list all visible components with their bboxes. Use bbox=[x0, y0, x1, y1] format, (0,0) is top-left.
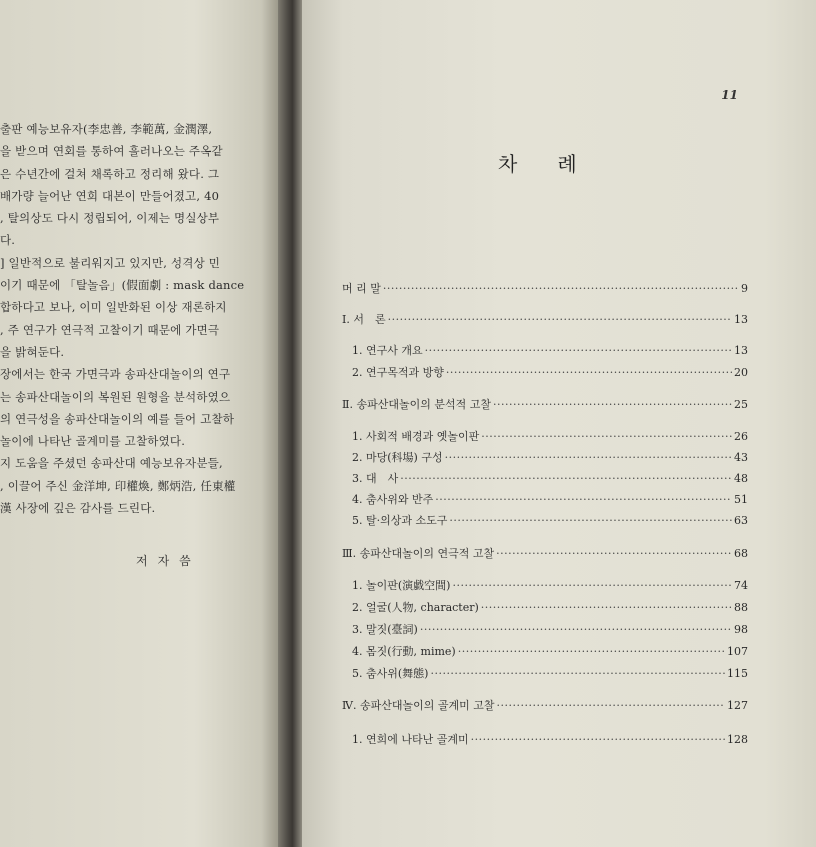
toc-leader-dots bbox=[452, 579, 732, 592]
toc-title: 차례 bbox=[498, 152, 617, 176]
preface-line: 을 밝혀둔다. bbox=[0, 344, 65, 359]
preface-line: 을 받으며 연회를 통하여 흘러나오는 주옥같 bbox=[0, 144, 223, 159]
toc-leader-dots bbox=[458, 645, 725, 658]
preface-line: 놀이에 나타난 골계미를 고찰하였다. bbox=[0, 434, 186, 449]
toc-item bbox=[352, 470, 748, 486]
toc-entry-page: 13 bbox=[734, 344, 748, 357]
toc-entry-page: 26 bbox=[734, 430, 748, 443]
toc-entry-page: 63 bbox=[734, 514, 748, 527]
book-gutter bbox=[278, 0, 302, 847]
toc-leader-dots bbox=[445, 451, 732, 464]
preface-line: 합하다고 보나, 이미 일반화된 이상 재론하지 bbox=[0, 300, 227, 315]
preface-line: 다. bbox=[0, 233, 16, 248]
toc-leader-dots bbox=[449, 514, 732, 527]
toc-entry-page: 98 bbox=[734, 623, 748, 636]
preface-line: 의 연극성을 송파산대놀이의 예를 들어 고찰하 bbox=[0, 411, 235, 426]
toc-entry-page: 9 bbox=[741, 282, 748, 295]
toc-item bbox=[352, 643, 748, 659]
toc-entry-label: Ⅲ. 송파산대놀이의 연극적 고찰 bbox=[342, 547, 495, 560]
toc-item bbox=[352, 449, 748, 465]
toc-entry-page: 115 bbox=[727, 667, 748, 680]
preface-line: 출판 예능보유자(李忠善, 李範萬, 金潤澤, bbox=[0, 122, 213, 136]
toc-leader-dots bbox=[388, 313, 732, 326]
toc-entry-label: 4. 몸짓(行動, mime) bbox=[352, 645, 456, 658]
toc-leader-dots bbox=[400, 472, 732, 485]
preface-line: , 이끌어 주신 金洋坤, 印權煥, 鄭炳浩, 任東權 bbox=[0, 478, 236, 493]
toc-entry-page: 88 bbox=[734, 601, 748, 614]
preface-text bbox=[0, 118, 258, 519]
toc-entry-label: 1. 놀이판(演戱空間) bbox=[352, 579, 451, 592]
toc-entry-label: 1. 연희에 나타난 골계미 bbox=[352, 733, 469, 746]
toc-leader-dots bbox=[420, 623, 732, 636]
toc-item bbox=[352, 342, 748, 358]
preface-line: 은 수년간에 걸쳐 채록하고 정리해 왔다. 그 bbox=[0, 166, 220, 181]
preface-line: 장에서는 한국 가면극과 송파산대놀이의 연구 bbox=[0, 367, 231, 382]
author-signature: 저자씀 bbox=[136, 554, 201, 568]
toc-item bbox=[352, 621, 748, 637]
toc-leader-dots bbox=[435, 493, 732, 506]
toc-leader-dots bbox=[497, 699, 726, 712]
toc-item bbox=[352, 599, 748, 615]
toc-entry-label: 2. 연구목적과 방향 bbox=[352, 366, 444, 379]
preface-line: 배가량 늘어난 연희 대본이 만들어졌고, 40 bbox=[0, 188, 220, 203]
toc-item bbox=[352, 428, 748, 444]
toc-item bbox=[352, 364, 748, 380]
toc-entry-label: 3. 대 사 bbox=[352, 472, 399, 485]
toc-item bbox=[352, 491, 748, 507]
toc-entry-label: 5. 춤사위(舞態) bbox=[352, 667, 429, 680]
preface-line: ] 일반적으로 불리워지고 있지만, 성격상 민 bbox=[0, 255, 221, 270]
toc-entry-page: 127 bbox=[727, 699, 748, 712]
toc-entry-label: 3. 말짓(臺詞) bbox=[352, 623, 418, 636]
preface-line: 이기 때문에 「탈놀음」(假面劇 : mask dance bbox=[0, 278, 245, 293]
page-number: 11 bbox=[721, 88, 738, 102]
right-page bbox=[302, 0, 816, 847]
toc-section bbox=[342, 311, 748, 327]
toc-entry-page: 128 bbox=[727, 733, 748, 746]
toc-entry-page: 20 bbox=[734, 366, 748, 379]
toc-entry-page: 74 bbox=[734, 579, 748, 592]
toc-entry-label: 2. 얼굴(人物, character) bbox=[352, 601, 479, 614]
toc-entry-page: 13 bbox=[734, 313, 748, 326]
toc-entry-label: Ⅰ. 서 론 bbox=[342, 313, 386, 326]
preface-line: 漢 사장에 깊은 감사를 드린다. bbox=[0, 501, 156, 516]
toc-leader-dots bbox=[481, 601, 732, 614]
toc-item bbox=[352, 577, 748, 593]
preface-line: , 주 연구가 연극적 고찰이기 때문에 가면극 bbox=[0, 322, 220, 337]
preface-line: , 탈의상도 다시 정립되어, 이제는 명실상부 bbox=[0, 211, 220, 226]
toc-section bbox=[342, 697, 748, 713]
toc-section bbox=[342, 396, 748, 412]
toc-entry-label: 2. 마당(科場) 구성 bbox=[352, 451, 443, 464]
preface-line: 지 도움을 주셨던 송파산대 예능보유자분들, bbox=[0, 456, 223, 471]
toc-leader-dots bbox=[383, 282, 739, 295]
toc-entry-page: 48 bbox=[734, 472, 748, 485]
toc-item bbox=[352, 512, 748, 528]
toc-leader-dots bbox=[481, 430, 732, 443]
left-page bbox=[0, 0, 278, 847]
toc-entry-page: 25 bbox=[734, 398, 748, 411]
toc-entry-label: Ⅱ. 송파산대놀이의 분석적 고찰 bbox=[342, 398, 491, 411]
toc-leader-dots bbox=[430, 667, 725, 680]
toc-leader-dots bbox=[493, 398, 732, 411]
toc-entry-label: 1. 사회적 배경과 옛놀이판 bbox=[352, 430, 480, 443]
preface-line: 는 송파산대놀이의 복원된 원형을 분석하였으 bbox=[0, 389, 231, 404]
toc-entry-label: 머 리 말 bbox=[342, 282, 381, 295]
toc-entry-label: 4. 춤사위와 반주 bbox=[352, 493, 434, 506]
toc-leader-dots bbox=[446, 366, 732, 379]
toc-entry-page: 68 bbox=[734, 547, 748, 560]
toc-leader-dots bbox=[471, 733, 725, 746]
toc-section bbox=[342, 545, 748, 561]
toc-entry-page: 107 bbox=[727, 645, 748, 658]
toc-leader-dots bbox=[425, 344, 732, 357]
toc-entry-label: Ⅳ. 송파산대놀이의 골계미 고찰 bbox=[342, 699, 495, 712]
toc-item bbox=[352, 731, 748, 747]
toc-leader-dots bbox=[496, 547, 732, 560]
toc-section bbox=[342, 280, 748, 296]
toc-entry-page: 51 bbox=[734, 493, 748, 506]
toc-item bbox=[352, 665, 748, 681]
toc-entry-label: 5. 탈·의상과 소도구 bbox=[352, 514, 448, 527]
toc-entry-page: 43 bbox=[734, 451, 748, 464]
toc-entry-label: 1. 연구사 개요 bbox=[352, 344, 423, 357]
